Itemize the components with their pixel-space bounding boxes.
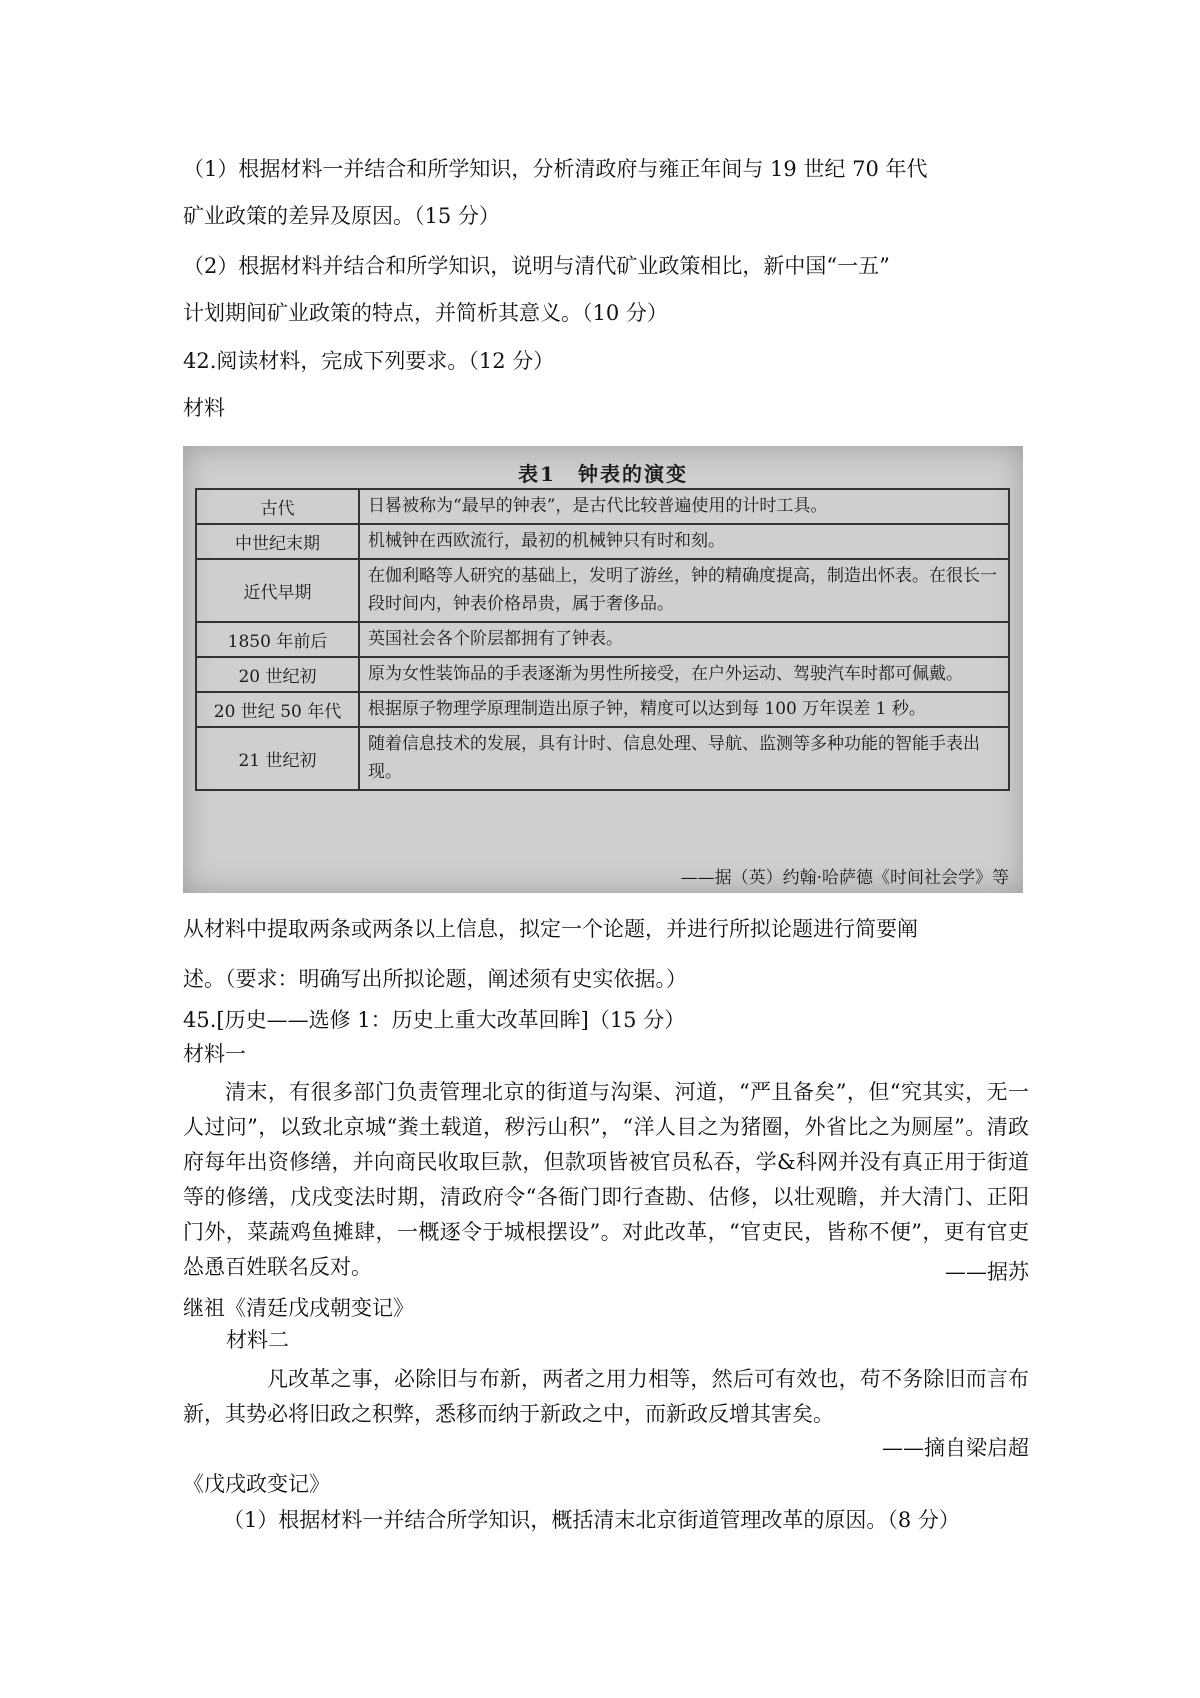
- table-row: [196, 692, 1009, 727]
- era-cell: 近代早期: [196, 559, 359, 621]
- question-2-line-2: 计划期间矿业政策的特点，并简析其意义。（10 分）: [183, 301, 668, 325]
- table-row: [196, 622, 1009, 657]
- scanned-table-image: [183, 446, 1023, 893]
- era-cell: 20 世纪 50 年代: [196, 692, 359, 727]
- table-source-citation: ——据（英）约翰·哈萨德《时间社会学》等: [680, 868, 1009, 888]
- table-title: 表1 钟表的演变: [518, 462, 688, 486]
- table-row: [196, 559, 1009, 621]
- material-1-label: 材料一: [183, 1042, 246, 1066]
- table-row: [196, 489, 1009, 524]
- material-label: 材料: [183, 396, 225, 420]
- description-cell: 英国社会各个阶层都拥有了钟表。: [359, 622, 1009, 657]
- material-1-citation-part-2: 继祖《清廷戊戌朝变记》: [183, 1296, 414, 1320]
- material-1-text: 清末，有很多部门负责管理北京的街道与沟渠、河道，“严且备矣”，但“究其实，无一人过问”，以致北京城“粪土载道，秽污山积”，“洋人目之为猪圈，外省比之为厕屋”。清政府每年出资修缮，并向商民收取巨款，但款项皆被官员私吞，学&科网并没有真正用于街道等的修缮，戊戌变法时期，清政府令“各衙门即行查勘、估修，以壮观瞻，并大清门、正阳门外，菜蔬鸡鱼摊肆，一概逐令于城根摆设”。对此改革，“官吏民，皆称不便”，更有官吏怂恿百姓联名反对。: [183, 1080, 1029, 1279]
- era-cell: 1850 年前后: [196, 622, 359, 657]
- era-cell: 21 世纪初: [196, 727, 359, 789]
- question-2-line-1: （2）根据材料并结合和所学知识，说明与清代矿业政策相比，新中国“一五”: [183, 254, 890, 278]
- era-cell: 古代: [196, 489, 359, 524]
- material-2-citation-part-2: 《戊戌政变记》: [183, 1472, 330, 1496]
- description-cell: 在伽利略等人研究的基础上，发明了游丝，钟的精确度提高，制造出怀表。在很长一段时间内，钟表价格昂贵，属于奢侈品。: [359, 559, 1009, 621]
- task-instruction-line-2: 述。（要求：明确写出所拟论题，阐述须有史实依据。）: [183, 967, 687, 991]
- era-cell: 20 世纪初: [196, 657, 359, 692]
- table-row: [196, 657, 1009, 692]
- description-cell: 日晷被称为“最早的钟表”，是古代比较普遍使用的计时工具。: [359, 489, 1009, 524]
- clock-evolution-table: [195, 488, 1010, 791]
- question-45-1: （1）根据材料一并结合所学知识，概括清末北京街道管理改革的原因。（8 分）: [223, 1508, 960, 1532]
- table-row: [196, 524, 1009, 559]
- material-2-label: 材料二: [226, 1328, 289, 1352]
- question-45-heading: 45.[历史——选修 1：历史上重大改革回眸]（15 分）: [183, 1008, 686, 1032]
- material-1-citation-part-1: ——据苏: [945, 1260, 1029, 1284]
- task-instruction-line-1: 从材料中提取两条或两条以上信息，拟定一个论题，并进行所拟论题进行简要阐: [183, 917, 918, 941]
- description-cell: 机械钟在西欧流行，最初的机械钟只有时和刻。: [359, 524, 1009, 559]
- description-cell: 原为女性装饰品的手表逐渐为男性所接受，在户外运动、驾驶汽车时都可佩戴。: [359, 657, 1009, 692]
- material-2-text: 凡改革之事，必除旧与布新，两者之用力相等，然后可有效也，苟不务除旧而言布新，其势必将旧政之积弊，悉移而纳于新政之中，而新政反增其害矣。: [183, 1367, 1029, 1426]
- material-2-citation-part-1: ——摘自梁启超: [882, 1436, 1029, 1460]
- era-cell: 中世纪末期: [196, 524, 359, 559]
- description-cell: 根据原子物理学原理制造出原子钟，精度可以达到每 100 万年误差 1 秒。: [359, 692, 1009, 727]
- question-1-line-2: 矿业政策的差异及原因。（15 分）: [183, 204, 500, 228]
- table-row: [196, 727, 1009, 789]
- question-1-line-1: （1）根据材料一并结合和所学知识，分析清政府与雍正年间与 19 世纪 70 年代: [183, 157, 928, 181]
- description-cell: 随着信息技术的发展，具有计时、信息处理、导航、监测等多种功能的智能手表出现。: [359, 727, 1009, 789]
- question-42-heading: 42.阅读材料，完成下列要求。（12 分）: [183, 349, 555, 373]
